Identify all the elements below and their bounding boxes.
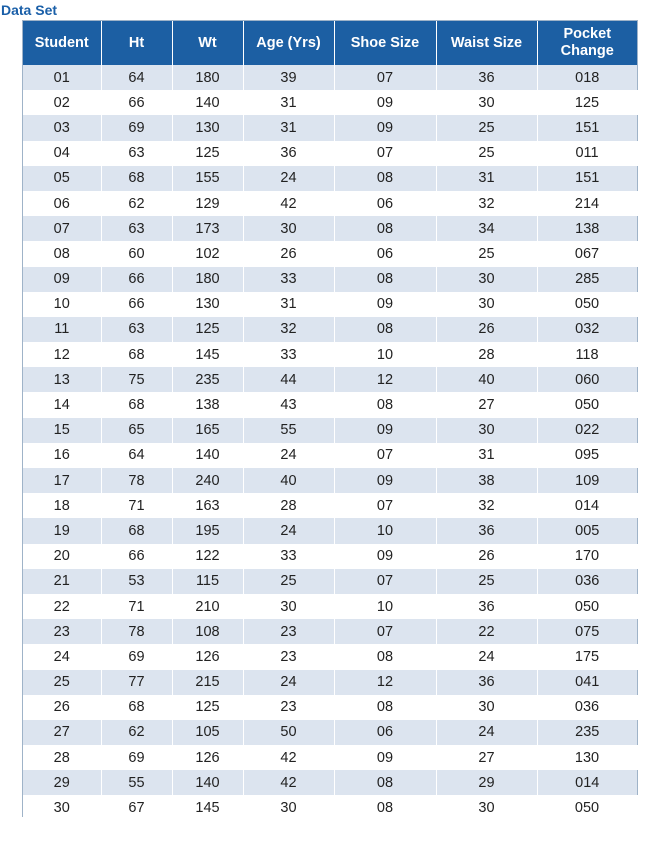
cell-shoe-size: 08 <box>334 317 436 342</box>
column-header-ht: Ht <box>101 21 172 65</box>
page-title: Data Set <box>1 2 58 18</box>
cell-age: 55 <box>243 418 334 443</box>
cell-shoe-size: 08 <box>334 644 436 669</box>
cell-shoe-size: 09 <box>334 90 436 115</box>
cell-age: 28 <box>243 493 334 518</box>
cell-pocket-change: 138 <box>537 216 637 241</box>
cell-age: 31 <box>243 292 334 317</box>
cell-student: 28 <box>23 745 101 770</box>
cell-ht: 77 <box>101 670 172 695</box>
cell-waist-size: 22 <box>436 619 537 644</box>
cell-shoe-size: 08 <box>334 216 436 241</box>
cell-ht: 63 <box>101 216 172 241</box>
cell-student: 08 <box>23 241 101 266</box>
table-row <box>23 166 637 191</box>
cell-waist-size: 30 <box>436 90 537 115</box>
cell-age: 44 <box>243 367 334 392</box>
cell-student: 12 <box>23 342 101 367</box>
cell-wt: 125 <box>172 317 243 342</box>
cell-ht: 60 <box>101 241 172 266</box>
cell-age: 24 <box>243 443 334 468</box>
table-row <box>23 795 637 820</box>
cell-shoe-size: 06 <box>334 191 436 216</box>
cell-ht: 68 <box>101 695 172 720</box>
cell-age: 24 <box>243 670 334 695</box>
cell-ht: 68 <box>101 342 172 367</box>
cell-waist-size: 38 <box>436 468 537 493</box>
cell-shoe-size: 06 <box>334 720 436 745</box>
cell-wt: 115 <box>172 569 243 594</box>
cell-waist-size: 26 <box>436 544 537 569</box>
cell-pocket-change: 125 <box>537 90 637 115</box>
cell-waist-size: 30 <box>436 795 537 820</box>
cell-waist-size: 25 <box>436 569 537 594</box>
cell-waist-size: 28 <box>436 342 537 367</box>
cell-ht: 64 <box>101 65 172 90</box>
cell-age: 24 <box>243 166 334 191</box>
cell-waist-size: 26 <box>436 317 537 342</box>
cell-waist-size: 30 <box>436 418 537 443</box>
cell-ht: 66 <box>101 292 172 317</box>
cell-waist-size: 36 <box>436 594 537 619</box>
cell-age: 39 <box>243 65 334 90</box>
cell-shoe-size: 08 <box>334 770 436 795</box>
cell-ht: 69 <box>101 745 172 770</box>
cell-student: 06 <box>23 191 101 216</box>
cell-waist-size: 25 <box>436 241 537 266</box>
cell-shoe-size: 07 <box>334 65 436 90</box>
table-row <box>23 594 637 619</box>
cell-student: 26 <box>23 695 101 720</box>
cell-waist-size: 27 <box>436 392 537 417</box>
cell-wt: 122 <box>172 544 243 569</box>
cell-age: 32 <box>243 317 334 342</box>
column-header-shoe-size: Shoe Size <box>334 21 436 65</box>
cell-age: 25 <box>243 569 334 594</box>
cell-wt: 180 <box>172 267 243 292</box>
cell-student: 07 <box>23 216 101 241</box>
cell-shoe-size: 07 <box>334 493 436 518</box>
cell-waist-size: 32 <box>436 191 537 216</box>
cell-pocket-change: 050 <box>537 292 637 317</box>
table-row <box>23 443 637 468</box>
cell-waist-size: 36 <box>436 518 537 543</box>
table-row <box>23 392 637 417</box>
cell-student: 17 <box>23 468 101 493</box>
cell-waist-size: 29 <box>436 770 537 795</box>
cell-wt: 145 <box>172 795 243 820</box>
column-header-student: Student <box>23 21 101 65</box>
cell-wt: 145 <box>172 342 243 367</box>
table-row <box>23 770 637 795</box>
cell-age: 30 <box>243 594 334 619</box>
cell-wt: 180 <box>172 65 243 90</box>
cell-pocket-change: 285 <box>537 267 637 292</box>
cell-shoe-size: 07 <box>334 141 436 166</box>
cell-wt: 138 <box>172 392 243 417</box>
cell-waist-size: 34 <box>436 216 537 241</box>
cell-pocket-change: 214 <box>537 191 637 216</box>
cell-ht: 68 <box>101 518 172 543</box>
cell-pocket-change: 118 <box>537 342 637 367</box>
cell-pocket-change: 235 <box>537 720 637 745</box>
column-header-waist-size: Waist Size <box>436 21 537 65</box>
cell-pocket-change: 060 <box>537 367 637 392</box>
cell-wt: 163 <box>172 493 243 518</box>
cell-student: 05 <box>23 166 101 191</box>
table-row <box>23 317 637 342</box>
cell-shoe-size: 07 <box>334 443 436 468</box>
data-set-table-container <box>22 20 638 817</box>
cell-wt: 155 <box>172 166 243 191</box>
cell-pocket-change: 022 <box>537 418 637 443</box>
table-row <box>23 468 637 493</box>
cell-student: 10 <box>23 292 101 317</box>
cell-age: 42 <box>243 770 334 795</box>
cell-pocket-change: 050 <box>537 392 637 417</box>
cell-student: 19 <box>23 518 101 543</box>
cell-age: 24 <box>243 518 334 543</box>
cell-wt: 125 <box>172 695 243 720</box>
column-header-pocket-change: Pocket Change <box>537 21 637 65</box>
data-set-table <box>23 21 638 821</box>
cell-ht: 53 <box>101 569 172 594</box>
cell-waist-size: 25 <box>436 115 537 140</box>
cell-waist-size: 32 <box>436 493 537 518</box>
cell-ht: 63 <box>101 317 172 342</box>
cell-pocket-change: 151 <box>537 115 637 140</box>
cell-pocket-change: 032 <box>537 317 637 342</box>
table-row <box>23 65 637 90</box>
table-row <box>23 292 637 317</box>
cell-pocket-change: 151 <box>537 166 637 191</box>
column-header-wt: Wt <box>172 21 243 65</box>
cell-ht: 66 <box>101 544 172 569</box>
table-row <box>23 670 637 695</box>
cell-shoe-size: 09 <box>334 745 436 770</box>
cell-shoe-size: 08 <box>334 795 436 820</box>
cell-wt: 240 <box>172 468 243 493</box>
cell-pocket-change: 041 <box>537 670 637 695</box>
cell-shoe-size: 09 <box>334 544 436 569</box>
table-row <box>23 544 637 569</box>
cell-waist-size: 25 <box>436 141 537 166</box>
cell-shoe-size: 10 <box>334 518 436 543</box>
cell-student: 01 <box>23 65 101 90</box>
cell-wt: 102 <box>172 241 243 266</box>
cell-ht: 69 <box>101 115 172 140</box>
cell-shoe-size: 08 <box>334 166 436 191</box>
cell-ht: 69 <box>101 644 172 669</box>
cell-ht: 55 <box>101 770 172 795</box>
cell-waist-size: 36 <box>436 65 537 90</box>
cell-ht: 67 <box>101 795 172 820</box>
table-body <box>23 65 637 821</box>
cell-wt: 210 <box>172 594 243 619</box>
cell-student: 04 <box>23 141 101 166</box>
cell-pocket-change: 036 <box>537 569 637 594</box>
cell-ht: 62 <box>101 191 172 216</box>
cell-wt: 140 <box>172 770 243 795</box>
cell-student: 27 <box>23 720 101 745</box>
cell-wt: 195 <box>172 518 243 543</box>
cell-age: 23 <box>243 644 334 669</box>
cell-pocket-change: 095 <box>537 443 637 468</box>
cell-ht: 71 <box>101 594 172 619</box>
cell-age: 40 <box>243 468 334 493</box>
table-row <box>23 493 637 518</box>
cell-ht: 68 <box>101 166 172 191</box>
cell-age: 50 <box>243 720 334 745</box>
cell-pocket-change: 050 <box>537 594 637 619</box>
cell-age: 30 <box>243 216 334 241</box>
cell-ht: 64 <box>101 443 172 468</box>
cell-shoe-size: 09 <box>334 292 436 317</box>
cell-pocket-change: 130 <box>537 745 637 770</box>
cell-pocket-change: 036 <box>537 695 637 720</box>
cell-waist-size: 31 <box>436 166 537 191</box>
table-row <box>23 191 637 216</box>
cell-student: 18 <box>23 493 101 518</box>
cell-wt: 140 <box>172 90 243 115</box>
cell-waist-size: 30 <box>436 695 537 720</box>
cell-age: 23 <box>243 619 334 644</box>
cell-waist-size: 36 <box>436 670 537 695</box>
cell-wt: 173 <box>172 216 243 241</box>
cell-waist-size: 30 <box>436 292 537 317</box>
cell-shoe-size: 09 <box>334 468 436 493</box>
cell-wt: 130 <box>172 292 243 317</box>
table-row <box>23 216 637 241</box>
table-row <box>23 90 637 115</box>
cell-pocket-change: 067 <box>537 241 637 266</box>
table-row <box>23 342 637 367</box>
cell-student: 25 <box>23 670 101 695</box>
cell-student: 30 <box>23 795 101 820</box>
table-row <box>23 518 637 543</box>
cell-wt: 130 <box>172 115 243 140</box>
cell-shoe-size: 12 <box>334 367 436 392</box>
cell-pocket-change: 014 <box>537 770 637 795</box>
table-row <box>23 745 637 770</box>
cell-shoe-size: 07 <box>334 619 436 644</box>
cell-ht: 65 <box>101 418 172 443</box>
cell-age: 33 <box>243 544 334 569</box>
cell-shoe-size: 10 <box>334 594 436 619</box>
cell-waist-size: 30 <box>436 267 537 292</box>
cell-age: 31 <box>243 115 334 140</box>
cell-student: 29 <box>23 770 101 795</box>
cell-student: 03 <box>23 115 101 140</box>
cell-wt: 105 <box>172 720 243 745</box>
cell-ht: 62 <box>101 720 172 745</box>
cell-ht: 78 <box>101 619 172 644</box>
cell-wt: 108 <box>172 619 243 644</box>
table-row <box>23 720 637 745</box>
cell-age: 33 <box>243 267 334 292</box>
cell-ht: 78 <box>101 468 172 493</box>
cell-shoe-size: 08 <box>334 267 436 292</box>
table-row <box>23 644 637 669</box>
cell-waist-size: 40 <box>436 367 537 392</box>
table-row <box>23 241 637 266</box>
cell-age: 43 <box>243 392 334 417</box>
table-row <box>23 418 637 443</box>
cell-ht: 75 <box>101 367 172 392</box>
cell-wt: 126 <box>172 644 243 669</box>
cell-shoe-size: 06 <box>334 241 436 266</box>
table-row <box>23 367 637 392</box>
cell-student: 09 <box>23 267 101 292</box>
cell-pocket-change: 075 <box>537 619 637 644</box>
cell-age: 30 <box>243 795 334 820</box>
cell-age: 42 <box>243 191 334 216</box>
cell-shoe-size: 08 <box>334 392 436 417</box>
cell-student: 16 <box>23 443 101 468</box>
cell-student: 13 <box>23 367 101 392</box>
table-row <box>23 695 637 720</box>
cell-waist-size: 31 <box>436 443 537 468</box>
cell-waist-size: 27 <box>436 745 537 770</box>
cell-wt: 140 <box>172 443 243 468</box>
cell-ht: 63 <box>101 141 172 166</box>
cell-age: 36 <box>243 141 334 166</box>
cell-student: 11 <box>23 317 101 342</box>
cell-ht: 66 <box>101 267 172 292</box>
cell-pocket-change: 005 <box>537 518 637 543</box>
cell-student: 02 <box>23 90 101 115</box>
cell-age: 42 <box>243 745 334 770</box>
cell-student: 21 <box>23 569 101 594</box>
cell-shoe-size: 09 <box>334 418 436 443</box>
cell-age: 23 <box>243 695 334 720</box>
cell-age: 26 <box>243 241 334 266</box>
cell-student: 20 <box>23 544 101 569</box>
header-row <box>23 21 637 65</box>
table-row <box>23 569 637 594</box>
cell-shoe-size: 08 <box>334 695 436 720</box>
cell-wt: 129 <box>172 191 243 216</box>
cell-pocket-change: 109 <box>537 468 637 493</box>
cell-wt: 165 <box>172 418 243 443</box>
cell-student: 15 <box>23 418 101 443</box>
cell-student: 22 <box>23 594 101 619</box>
cell-student: 14 <box>23 392 101 417</box>
cell-student: 24 <box>23 644 101 669</box>
cell-waist-size: 24 <box>436 720 537 745</box>
cell-pocket-change: 170 <box>537 544 637 569</box>
table-row <box>23 115 637 140</box>
cell-ht: 71 <box>101 493 172 518</box>
table-row <box>23 141 637 166</box>
cell-ht: 66 <box>101 90 172 115</box>
column-header-age: Age (Yrs) <box>243 21 334 65</box>
cell-student: 23 <box>23 619 101 644</box>
cell-wt: 126 <box>172 745 243 770</box>
cell-pocket-change: 018 <box>537 65 637 90</box>
cell-wt: 125 <box>172 141 243 166</box>
cell-ht: 68 <box>101 392 172 417</box>
cell-shoe-size: 09 <box>334 115 436 140</box>
cell-wt: 235 <box>172 367 243 392</box>
cell-pocket-change: 011 <box>537 141 637 166</box>
table-header <box>23 21 637 65</box>
cell-pocket-change: 014 <box>537 493 637 518</box>
cell-shoe-size: 10 <box>334 342 436 367</box>
cell-age: 33 <box>243 342 334 367</box>
cell-shoe-size: 07 <box>334 569 436 594</box>
cell-pocket-change: 050 <box>537 795 637 820</box>
cell-wt: 215 <box>172 670 243 695</box>
cell-shoe-size: 12 <box>334 670 436 695</box>
table-row <box>23 267 637 292</box>
cell-waist-size: 24 <box>436 644 537 669</box>
cell-age: 31 <box>243 90 334 115</box>
cell-pocket-change: 175 <box>537 644 637 669</box>
table-row <box>23 619 637 644</box>
